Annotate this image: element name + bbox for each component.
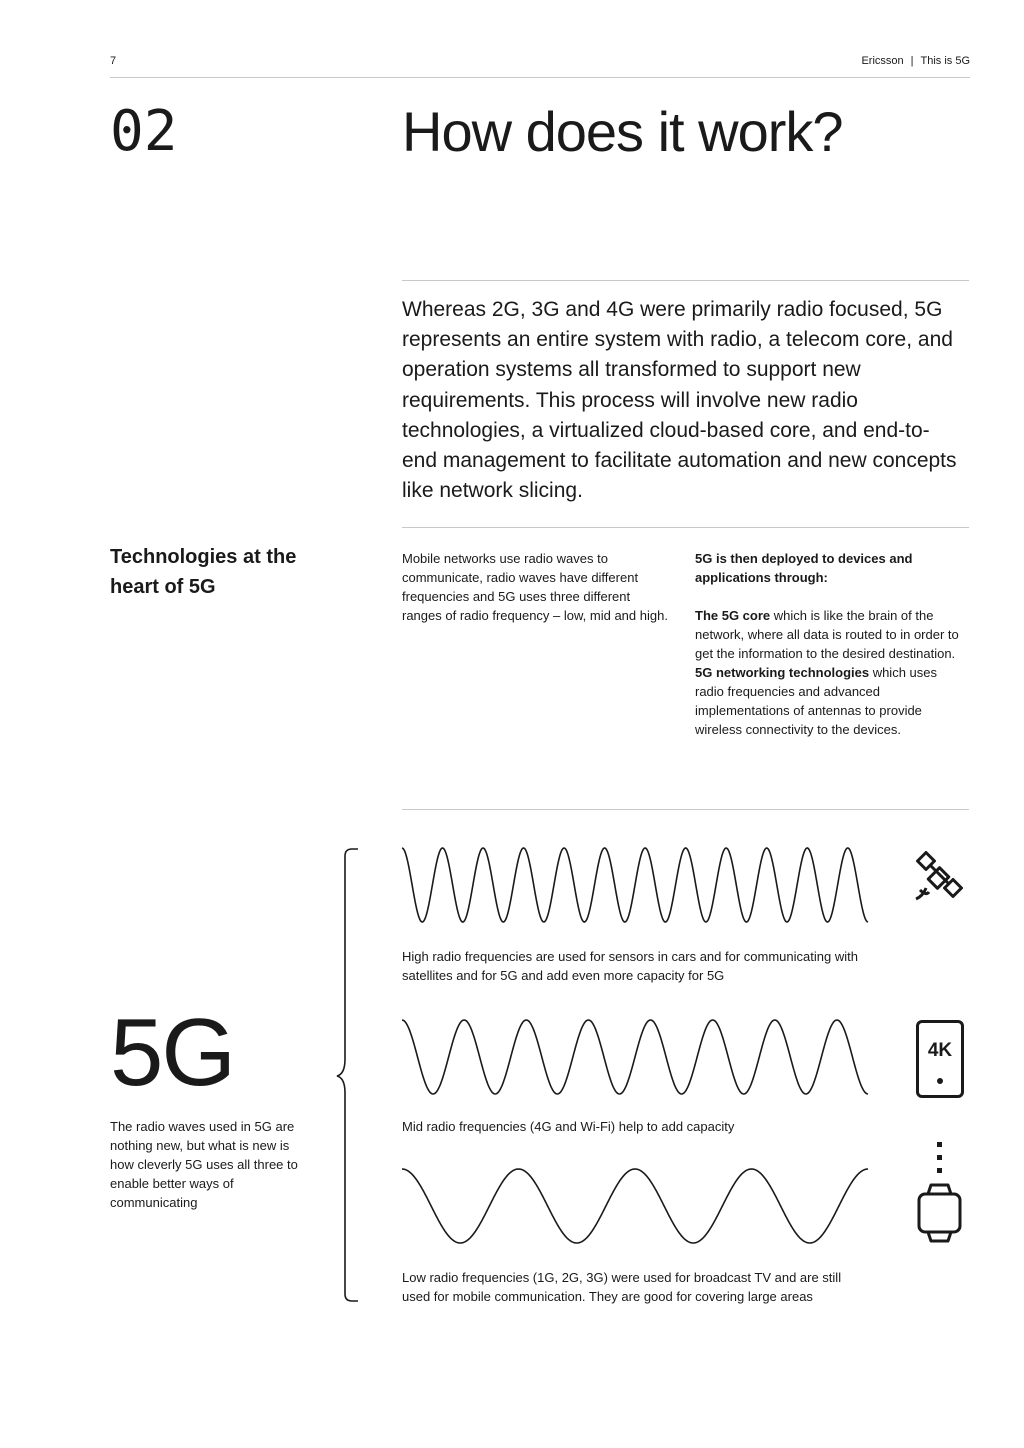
big-5g-label: 5G bbox=[110, 999, 235, 1106]
section-heading: Technologies at the heart of 5G bbox=[110, 546, 297, 598]
page-number: 7 bbox=[110, 55, 117, 67]
4k-label: 4K bbox=[927, 1040, 953, 1061]
networking-bold-term: 5G networking technologies bbox=[695, 665, 870, 680]
chapter-number: 02 bbox=[110, 99, 178, 164]
intro-divider-bottom bbox=[402, 527, 969, 528]
core-paragraph bbox=[695, 606, 965, 663]
mid-frequency-caption: Mid radio frequencies (4G and Wi-Fi) help to add capacity bbox=[402, 1119, 735, 1134]
phone-4k-icon bbox=[916, 1020, 964, 1098]
low-frequency-wave bbox=[402, 1166, 872, 1246]
frequencies-divider bbox=[402, 809, 969, 810]
deployment-column bbox=[695, 549, 965, 739]
intro-paragraph: Whereas 2G, 3G and 4G were primarily radio focused, 5G represents an entire system with radio, a telecom core, and operation systems all transformed to support new requirements. This process will involve new radio technologies, a virtualized cloud-based core, and end-to-end management to facilitate automation and new concepts like network slicing. bbox=[402, 298, 957, 503]
intro-divider-top bbox=[402, 280, 969, 281]
networking-paragraph bbox=[695, 663, 965, 739]
high-frequency-caption: High radio frequencies are used for sensors in cars and for communicating with satellites and for 5G and add even more capacity for 5G bbox=[402, 949, 858, 983]
header-separator: | bbox=[910, 55, 914, 67]
curly-brace-icon bbox=[330, 845, 365, 1305]
radio-waves-paragraph: Mobile networks use radio waves to communicate, radio waves have different frequencies and 5G uses three different ranges of radio frequency – low, mid and high. bbox=[402, 551, 668, 623]
company-name: Ericsson bbox=[861, 55, 904, 67]
header-divider bbox=[110, 77, 970, 78]
core-bold-term: The 5G core bbox=[695, 608, 771, 623]
high-frequency-wave bbox=[402, 845, 872, 925]
networking-description: which uses radio frequencies and advanced implementations of antennas to provide wireless connectivity to the devices. bbox=[695, 665, 937, 737]
5g-description: The radio waves used in 5G are nothing new, but what is new is how cleverly 5G uses all three to enable better ways of communicating bbox=[110, 1119, 298, 1210]
chapter-title: How does it work? bbox=[402, 100, 843, 163]
satellite-icon bbox=[910, 852, 968, 908]
phone-home-dot bbox=[937, 1078, 943, 1084]
smartwatch-icon bbox=[912, 1140, 966, 1246]
deployment-heading: 5G is then deployed to devices and applications through: bbox=[695, 551, 913, 585]
document-title: This is 5G bbox=[920, 55, 970, 67]
mid-frequency-wave bbox=[402, 1017, 872, 1097]
core-description: which is like the brain of the network, where all data is routed to in order to get the information to the desired destination. bbox=[695, 608, 959, 661]
running-header bbox=[861, 55, 970, 67]
low-frequency-caption: Low radio frequencies (1G, 2G, 3G) were used for broadcast TV and are still used for mobile communication. They are good for covering large areas bbox=[402, 1270, 842, 1304]
